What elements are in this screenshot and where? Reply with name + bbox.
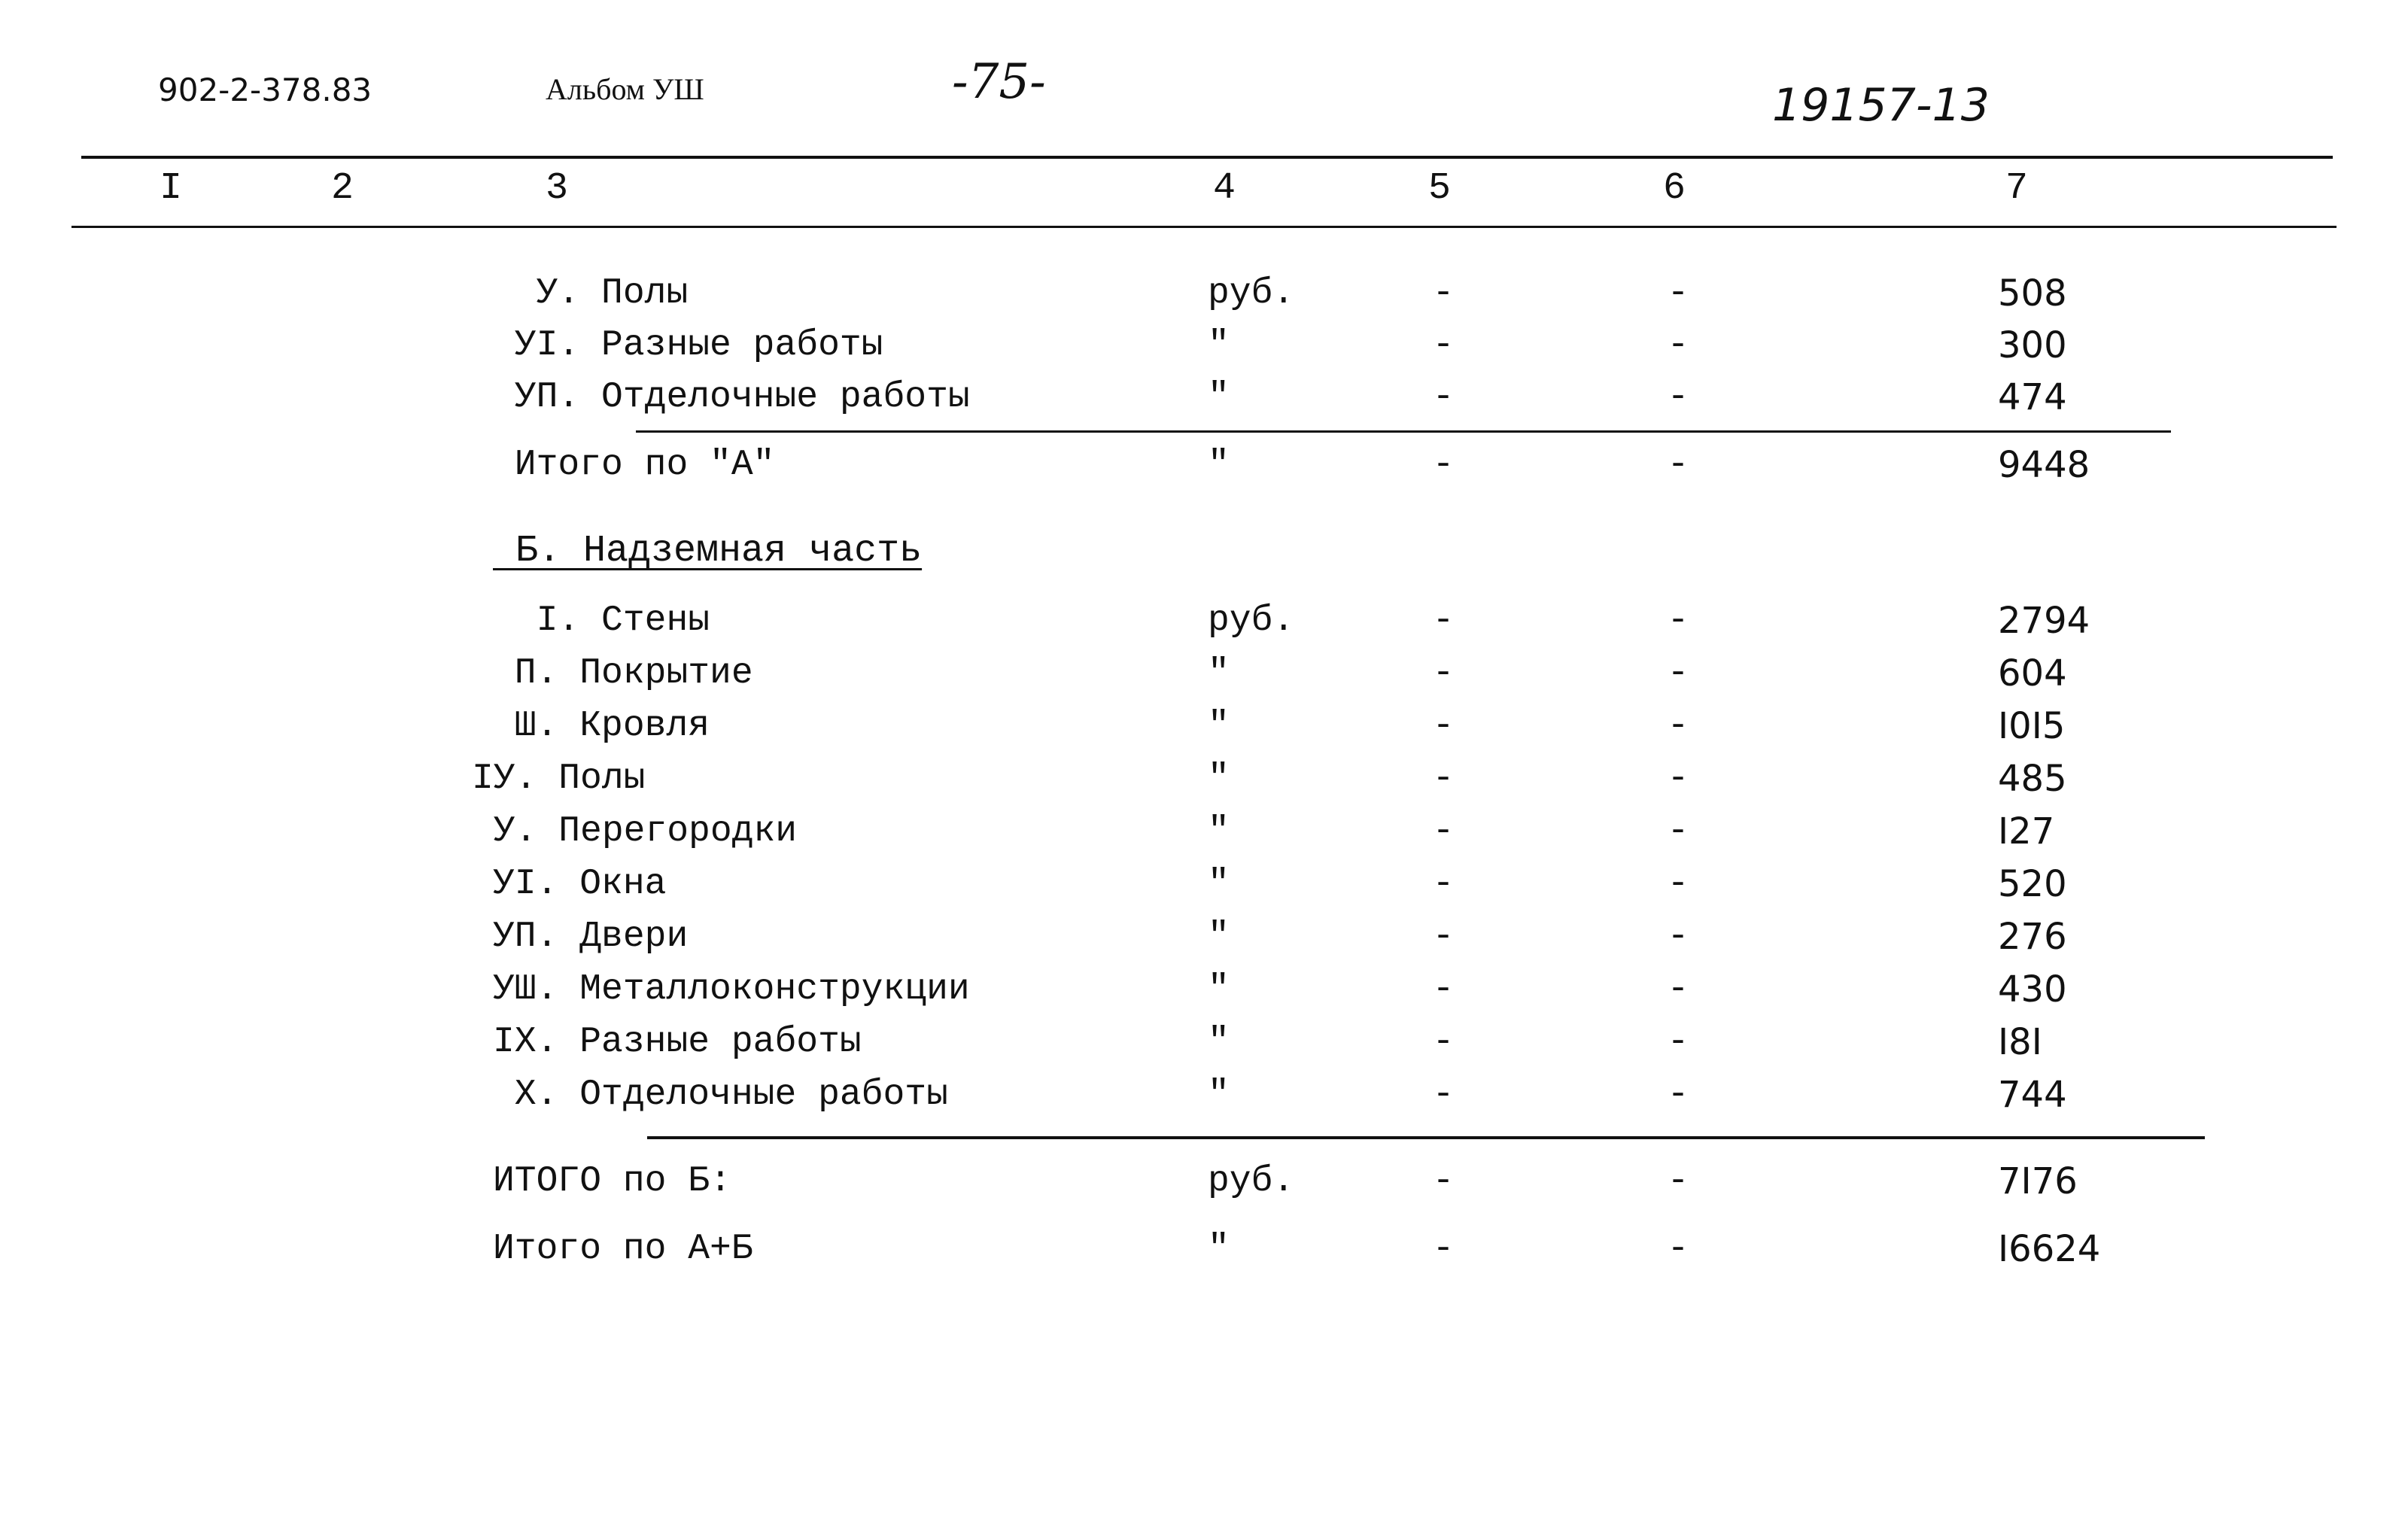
row-col6: - [1667,273,1689,314]
row-col6: - [1667,1075,1689,1115]
row-value: 508 [1998,272,2067,315]
table-row [0,858,2408,910]
row-value: 300 [1998,324,2067,366]
row-unit: " [1208,653,1230,694]
row-col6: - [1667,600,1689,641]
header-bottom-rule [71,226,2337,228]
row-unit: " [1208,1022,1230,1062]
table-row [0,910,2408,963]
row-value: 744 [1998,1074,2067,1116]
row-label: УШ. Металлоконструкции [493,969,970,1010]
row-col5: - [1432,1161,1455,1202]
row-col5: - [1432,377,1455,418]
table-row [0,647,2408,700]
table-row [0,752,2408,805]
section-title: Б. Надземная часть [493,530,923,573]
row-col6: - [1667,864,1689,904]
row-col6: - [1667,1022,1689,1062]
row-label: П. Покрытие [493,653,753,694]
table-row [0,594,2408,647]
row-col5: - [1432,445,1455,485]
row-unit: " [1208,377,1230,418]
row-col6: - [1667,1161,1689,1202]
row-label: УI. Разные работы [493,325,883,366]
row-label: Итого по "А" [493,445,775,485]
row-unit: руб. [1208,1161,1295,1202]
row-col6: - [1667,758,1689,799]
row-label: ИТОГО по Б: [493,1161,731,1202]
row-value: 520 [1998,863,2067,905]
table-row [0,267,2408,320]
row-unit: " [1208,706,1230,746]
column-header-4: 4 [1213,167,1236,210]
row-label: I. Стены [493,600,710,641]
row-unit: " [1208,916,1230,957]
row-col6: - [1667,916,1689,957]
row-col5: - [1432,1229,1455,1269]
row-label: УI. Окна [493,864,667,904]
table-row [0,963,2408,1016]
row-label: IX. Разные работы [493,1022,862,1062]
row-col6: - [1667,811,1689,852]
row-label: УП. Отделочные работы [493,377,970,418]
row-value: I0I5 [1998,705,2066,747]
table-row [0,1068,2408,1121]
row-col5: - [1432,1075,1455,1115]
row-col6: - [1667,969,1689,1010]
row-value: I8I [1998,1021,2042,1063]
row-label: У. Перегородки [472,811,798,852]
column-header-6: 6 [1663,167,1686,210]
row-value: 485 [1998,758,2067,800]
row-label: Ш. Кровля [493,706,710,746]
row-value: 604 [1998,652,2067,695]
row-col5: - [1432,916,1455,957]
row-col6: - [1667,653,1689,694]
row-unit: " [1208,969,1230,1010]
grand-total-row [0,1223,2408,1275]
subtotal-row-a [0,439,2408,491]
table-row [0,1016,2408,1068]
column-header-1: I [160,167,183,210]
header-top-rule [81,156,2333,159]
column-header-2: 2 [331,167,354,210]
row-value: 9448 [1998,444,2090,486]
row-value: 474 [1998,376,2067,418]
row-label: Итого по А+Б [493,1229,753,1269]
table-row [0,371,2408,424]
row-col5: - [1432,811,1455,852]
table-row [0,700,2408,752]
row-label: X. Отделочные работы [493,1075,948,1115]
row-unit: " [1208,325,1230,366]
column-header-7: 7 [2005,167,2029,210]
row-col5: - [1432,1022,1455,1062]
row-col5: - [1432,864,1455,904]
row-col6: - [1667,1229,1689,1269]
document-code: 902-2-378.83 [158,71,372,108]
row-col6: - [1667,325,1689,366]
document-number: 19157-13 [1772,79,1990,132]
row-value: I6624 [1998,1228,2101,1270]
row-value: 7I76 [1998,1160,2078,1202]
row-value: 276 [1998,916,2067,958]
row-col5: - [1432,325,1455,366]
column-header-3: 3 [546,167,569,210]
row-value: 2794 [1998,600,2090,642]
subtotal-rule-b [647,1136,2205,1139]
table-row [0,805,2408,858]
row-col6: - [1667,706,1689,746]
album-label: Альбом УШ [546,72,704,106]
row-unit: " [1208,864,1230,904]
row-value: I27 [1998,810,2055,853]
row-col5: - [1432,273,1455,314]
row-unit: " [1208,811,1230,852]
row-unit: руб. [1208,273,1295,314]
row-unit: " [1208,1075,1230,1115]
row-col5: - [1432,653,1455,694]
row-unit: руб. [1208,600,1295,641]
row-col5: - [1432,758,1455,799]
table-row [0,319,2408,372]
row-value: 430 [1998,968,2067,1011]
row-col5: - [1432,969,1455,1010]
row-label: У. Полы [493,273,689,314]
row-col6: - [1667,377,1689,418]
row-unit: " [1208,1229,1230,1269]
row-label: IУ. Полы [472,758,646,799]
page-number: -75- [952,54,1046,110]
row-unit: " [1208,758,1230,799]
row-col6: - [1667,445,1689,485]
row-col5: - [1432,600,1455,641]
subtotal-row-b [0,1155,2408,1208]
column-header-5: 5 [1428,167,1452,210]
subtotal-rule-a [636,430,2171,433]
section-heading-b [0,525,2408,578]
row-label: УП. Двери [493,916,689,957]
row-col5: - [1432,706,1455,746]
row-unit: " [1208,445,1230,485]
